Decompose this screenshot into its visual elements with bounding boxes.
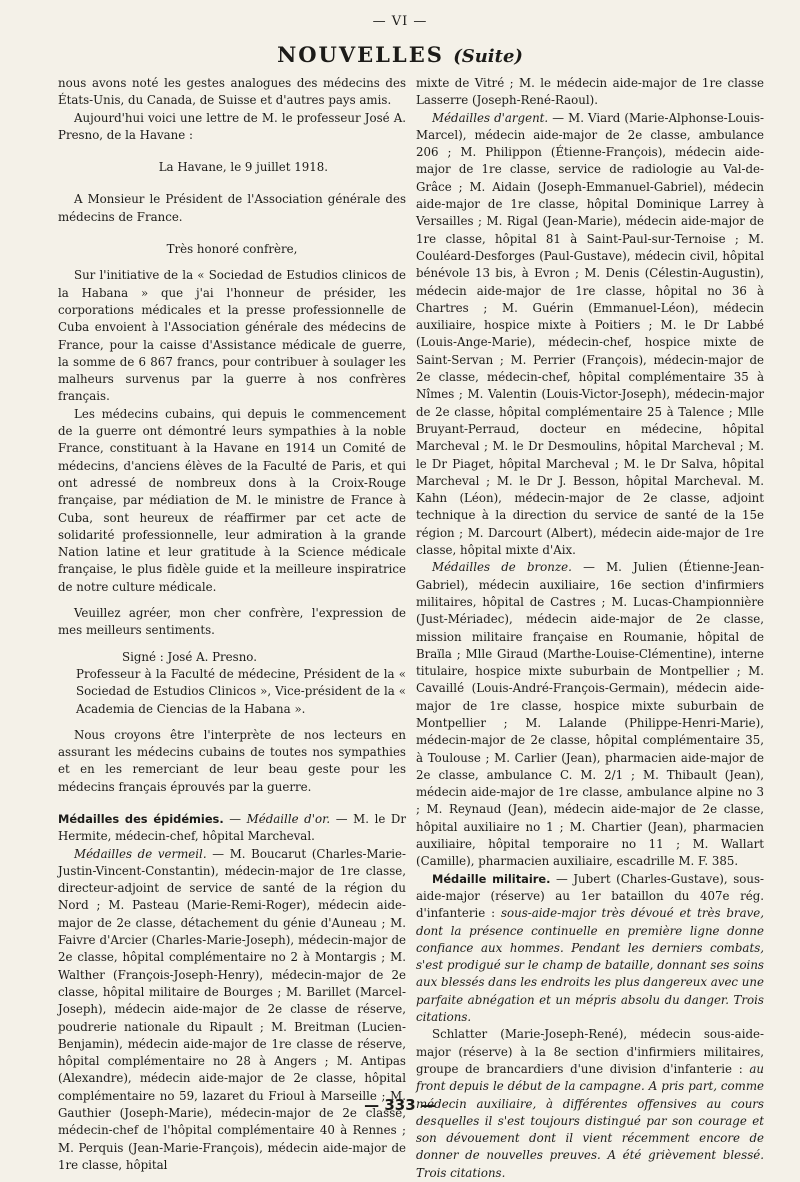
military-medal — [416, 871, 764, 1027]
section-title: NOUVELLES — [277, 42, 444, 67]
letter-signature: Signé : José A. Presno. — [122, 649, 257, 664]
epidemic-gold — [58, 811, 406, 846]
citation: au front depuis le début de la campagne. A pris part, comme médecin auxiliaire, à différentes offensives au cours desquelles il s'est toujours distingué par son courage et son dévouement dont il vient récemment encore de donner de nouvelles preuves. A été grièvement blessé. Trois citations. — [416, 1061, 764, 1180]
silver-medals — [416, 110, 764, 560]
medal-label: Médailles de bronze. — [432, 560, 572, 575]
paragraph: mixte de Vitré ; M. le médecin aide-major de 1re classe Lasserre (Joseph-René-Raoul). — [416, 76, 764, 108]
section-suite: (Suite) — [453, 46, 523, 67]
medal-text: — M. Viard (Marie-Alphonse-Louis-Marcel), médecin aide-major de 2e classe, ambulance 206 ; M. Philippon (Étienne-François), médecin aide-major de 1re classe, service de radiologie au Val-de-Grâce ; M. Aidain (Joseph-Emmanuel-Gabriel), médecin aide-major de 1re classe, hôpital Dominique Larrey à Versailles ; M. Rigal (Jean-Marie), médecin aide-major de 1re classe, hôpital 81 à Saint-Paul-sur-Ternoise ; M. Couléard-Desforges (Paul-Gustave), médecin civil, hôpital bénévole 13 bis, à Evron ; M. Denis (Célestin-Augustin), médecin aide-major de 1re classe, hôpital no 36 à Chartres ; M. Guérin (Emmanuel-Léon), médecin auxiliaire, hospice mixte à Poitiers ; M. le Dr Labbé (Louis-Ange-Marie), médecin-chef, hospice mixte de Saint-Servan ; M. Perrier (François), médecin-major de 2e classe, médecin-chef, hôpital complémentaire 35 à Nîmes ; M. Valentin (Louis-Victor-Joseph), médecin-major de 2e classe, hôpital complémentaire 25 à Talence ; Mlle Bruyant-Perraud, docteur en médecine, hôpital Marcheval ; M. le Dr Desmoulins, hôpital Marcheval ; M. le Dr Piaget, hôpital Marcheval ; M. le Dr Salva, hôpital Marcheval ; M. le Dr J. Besson, hôpital Marcheval. M. Kahn (Léon), médecin-major de 2e classe, adjoint technique à la direction du service de santé de la 15e région ; M. Darcourt (Albert), médecin aide-major de 1re classe, hôpital mixte d'Aix. — [416, 110, 765, 558]
signatory-titles: Professeur à la Faculté de médecine, Président de la « Sociedad de Estudios Clinicos », Vice-président de la « Academia de Ciencias de la Habana ». — [76, 666, 406, 716]
running-head — [0, 42, 800, 67]
section-heading: Médaille militaire. — [432, 871, 551, 886]
letter-paragraph: Veuillez agréer, mon cher confrère, l'expression de mes meilleurs sentiments. — [58, 606, 406, 638]
medal-label: Médailles d'argent. — [432, 110, 549, 125]
roman-folio: — VI — — [372, 14, 428, 29]
letter-paragraph: Sur l'initiative de la « Sociedad de Estudios clinicos de la Habana » que j'ai l'honneur de présider, les corporations médicales et la presse professionnelle de Cuba envoient à l'Association générale des médecins de France, pour la caisse d'Assistance médicale de guerre, la somme de 6 867 francs, pour contribuer à soulager les malheurs survenus par la guerre à nos confrères français. — [58, 268, 406, 404]
medal-text: — M. le Dr Hermite, médecin-chef, hôpital Marcheval. — [58, 811, 407, 844]
medal-text: — M. Boucarut (Charles-Marie-Justin-Vincent-Constantin), médecin-major de 1re classe, directeur-adjoint de service de santé de la région du Nord ; M. Pasteau (Marie-Remi-Roger), médecin aide-major de 2e classe, détachement du génie d'Auneau ; M. Faivre d'Arcier (Charles-Marie-Joseph), médecin-major de 2e classe, hôpital complémentaire no 2 à Montargis ; M. Walther (François-Joseph-Henry), médecin-major de 2e classe, hôpital militaire de Bourges ; M. Barillet (Marcel-Joseph), médecin aide-major de 2e classe de réserve, poudrerie nationale du Ripault ; M. Breitman (Lucien-Benjamin), médecin aide-major de 1re classe de réserve, hôpital complémentaire no 28 à Angers ; M. Antipas (Alexandre), médecin aide-major de 2e classe, hôpital complémentaire no 59, lazaret du Frioul à Marseille ; M. Gauthier (Joseph-Marie), médecin-major de 2e classe, médecin-chef de l'hôpital complémentaire 40 à Rennes ; M. Perquis (Jean-Marie-François), médecin aide-major de 1re classe, hôpital — [58, 846, 407, 1172]
medal-text: — Jubert (Charles-Gustave), sous-aide-major (réserve) au 1er bataillon du 407e rég. d'infanterie : — [416, 871, 765, 921]
page-number: — 333 — — [364, 1096, 436, 1114]
letter-salutation: Très honoré confrère, — [166, 242, 298, 257]
letter-address: A Monsieur le Président de l'Association générale des médecins de France. — [58, 192, 406, 224]
medal-label: Médailles de vermeil. — [74, 846, 207, 861]
paragraph: Aujourd'hui voici une lettre de M. le professeur José A. Presno, de la Havane : — [58, 110, 406, 142]
section-heading: Médailles des épidémies. — [58, 811, 224, 826]
right-column — [416, 75, 764, 1182]
left-column — [58, 75, 406, 1174]
epidemic-vermeil — [58, 846, 406, 1175]
letter-dateline: La Havane, le 9 juillet 1918. — [158, 160, 328, 175]
citation: sous-aide-major très dévoué et très brave, dont la présence continuelle en première ligne donne confiance aux hommes. Pendant les derniers combats, s'est prodigué sur le champ de bataille, donnant ses soins aux blessés dans les endroits les plus dangereux avec une parfaite abnégation et un mépris absolu du danger. Trois citations. — [416, 906, 764, 1025]
paragraph: Nous croyons être l'interprète de nos lecteurs en assurant les médecins cubains de toutes nos sympathies et en les remerciant de leur beau geste pour les médecins français éprouvés par la guerre. — [58, 727, 406, 794]
letter-paragraph: Les médecins cubains, qui depuis le commencement de la guerre ont démontré leurs sympathies à la noble France, constituant à la Havane en 1914 un Comité de médecins, d'anciens élèves de la Faculté de Paris, et qui ont adressé de nombreux dons à la Croix-Rouge française, par médiation de M. le ministre de France à Cuba, sont heureux de réaffirmer par cet acte de solidarité professionnelle, leur admiration à la grande Nation latine et leur gratitude à la Science médicale française, le plus fidèle guide et la meilleure inspiratrice de notre culture médicale. — [58, 406, 406, 594]
bronze-medals — [416, 559, 764, 870]
medal-label: — Médaille d'or. — [229, 811, 331, 826]
medal-text: — M. Julien (Étienne-Jean-Gabriel), médecin auxiliaire, 16e section d'infirmiers militaires, hôpital de Castres ; M. Lucas-Championnière (Just-Mériadec), médecin aide-major de 2e classe, mission militaire française en Roumanie, hôpital de Braïla ; Mlle Giraud (Marthe-Louise-Clémentine), interne titulaire, hospice mixte suburbain de Montpellier ; M. Cavaillé (Louis-André-François-Germain), médecin aide-major de 1re classe, hospice mixte suburbain de Montpellier ; M. Lalande (Philippe-Henri-Marie), médecin-major de 2e classe, hôpital complémentaire 35, à Toulouse ; M. Carlier (Jean), pharmacien aide-major de 2e classe, ambulance C. M. 2/1 ; M. Thibault (Jean), médecin aide-major de 1re classe, ambulance alpine no 3 ; M. Reynaud (Jean), médecin aide-major de 2e classe, hôpital auxiliaire no 1 ; M. Chartier (Jean), pharmacien auxiliaire, hôpital temporaire no 11 ; M. Wallart (Camille), pharmacien auxiliaire, escadrille M. F. 385. — [416, 560, 765, 869]
medal-text: Schlatter (Marie-Joseph-René), médecin sous-aide-major (réserve) à la 8e section d'infirmiers militaires, groupe de brancardiers d'une division d'infanterie : — [416, 1027, 764, 1076]
paragraph: nous avons noté les gestes analogues des médecins des États-Unis, du Canada, de Suisse et d'autres pays amis. — [58, 76, 406, 108]
